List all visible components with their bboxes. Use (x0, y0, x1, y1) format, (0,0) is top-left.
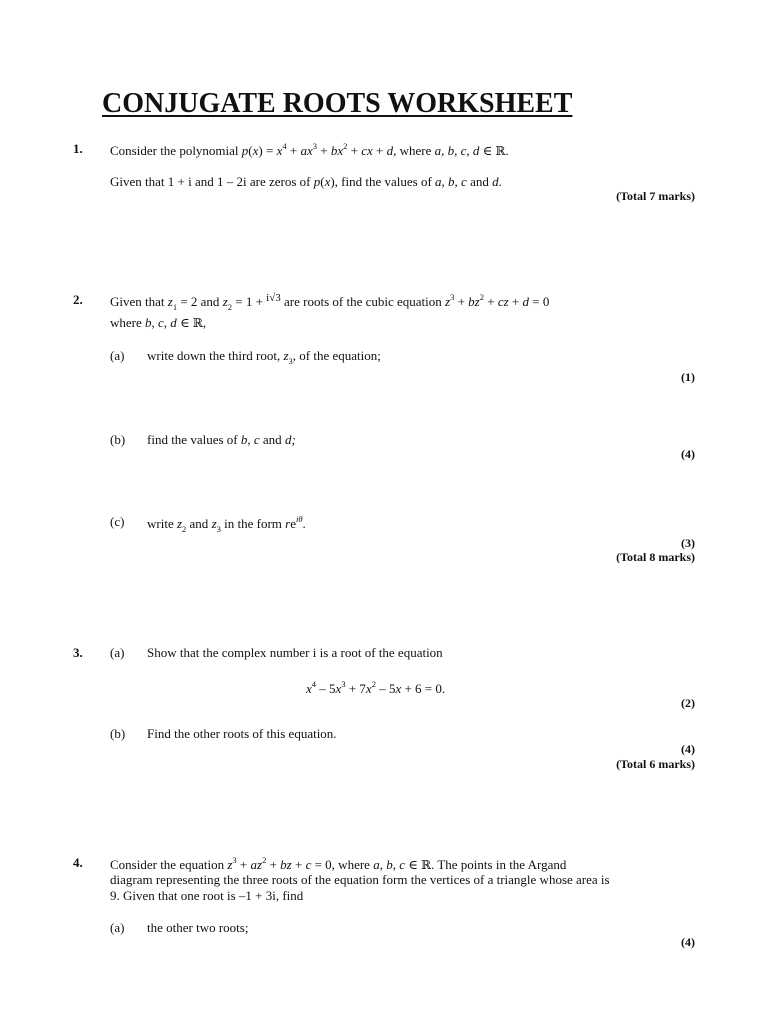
question-1-line-1: Consider the polynomial $p(x) = x^4 + ax^3 + bx^2$ + cx + d, where a, b, c, d ∈ ℝ. (110, 141, 509, 158)
question-1-line-2: Given that 1 + i and 1 – 2i are zeros of p(x), find the values of a, b, c and d. (110, 174, 502, 189)
question-3a-marks: (2) (681, 696, 695, 710)
question-3a-text: Show that the complex number i is a root of the equation (147, 645, 443, 660)
question-4-line-1: Consider the equation $z^3 + az^2$ + bz + c = 0, where a, b, c ∈ ℝ. The points in the Argand (110, 855, 567, 872)
question-3b-text: Find the other roots of this equation. (147, 726, 337, 741)
question-2b-label: (b) (110, 432, 126, 447)
question-2c-label: (c) (110, 514, 125, 529)
question-2c-marks: (3) (681, 536, 695, 550)
question-3a-label: (a) (110, 645, 125, 660)
question-2c-text: write $z_2$ and $z_3$ in the form $re^{i\theta}$. (147, 514, 306, 534)
question-2-line-1: Given that $z_1 = 2$ and $z_2 = 1 + ^{i√3}$ are roots of the cubic equation $z^3 + bz^2$ + cz + d = 0 (110, 292, 550, 312)
question-2b-text: find the values of b, c and d; (147, 432, 296, 447)
question-4a-text: the other two roots; (147, 920, 249, 935)
question-4-number: 4. (73, 855, 83, 870)
question-2-total-marks: (Total 8 marks) (616, 550, 695, 564)
question-4-line-2: diagram representing the three roots of the equation form the vertices of a triangle whose area is (110, 872, 610, 887)
question-3-number: 3. (73, 645, 83, 660)
question-4a-label: (a) (110, 920, 125, 935)
question-2a-marks: (1) (681, 370, 695, 384)
question-3b-label: (b) (110, 726, 126, 741)
question-2b-marks: (4) (681, 447, 695, 461)
question-1-number: 1. (73, 141, 83, 156)
question-3b-marks: (4) (681, 742, 695, 756)
question-3-equation: $x^4 - 5x^3 + 7x^2 - 5x + 6 = 0$. (306, 679, 446, 696)
question-2a-text: write down the third root, $z_3$, of the equation; (147, 348, 381, 366)
question-3-total-marks: (Total 6 marks) (616, 757, 695, 771)
question-2-number: 2. (73, 292, 83, 307)
question-1-total-marks: (Total 7 marks) (616, 189, 695, 203)
page-title: CONJUGATE ROOTS WORKSHEET (102, 88, 573, 119)
question-2-line-2: where b, c, d ∈ ℝ, (110, 315, 207, 330)
question-4a-marks: (4) (681, 935, 695, 949)
question-4-line-3: 9. Given that one root is –1 + 3i, find (110, 888, 304, 903)
question-2a-label: (a) (110, 348, 125, 363)
